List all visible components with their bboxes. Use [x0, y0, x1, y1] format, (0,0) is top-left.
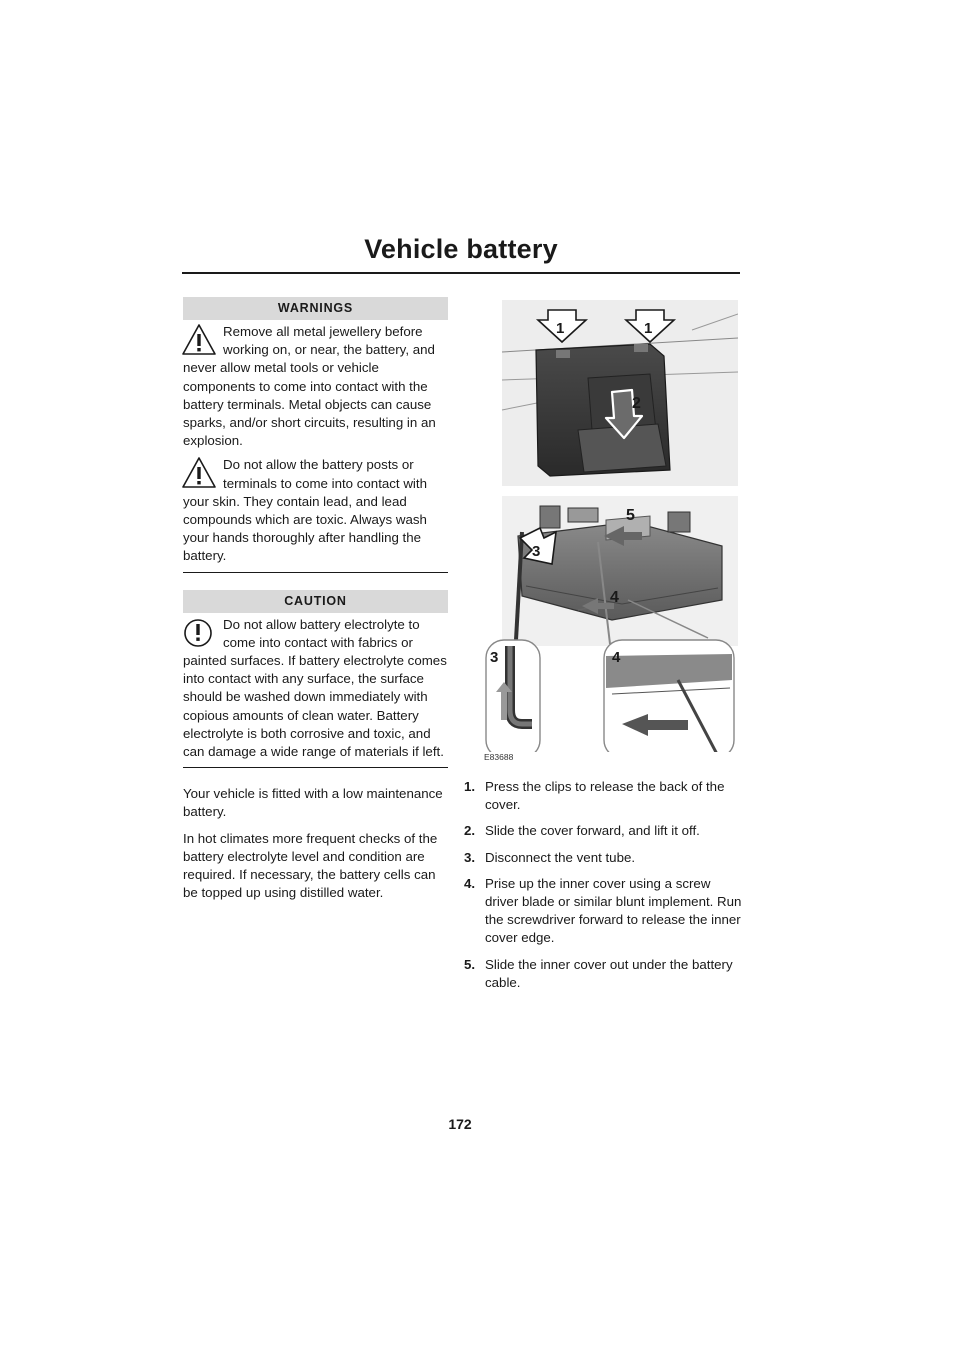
screwdriver-detail [604, 640, 734, 752]
step-text: Prise up the inner cover using a screw driver blade or similar blunt implement. Run the screwdriver forward to release the inner cover edge. [485, 875, 742, 946]
callout-label-3: 3 [532, 543, 541, 560]
cover-view [502, 300, 738, 486]
caution-divider [183, 767, 448, 768]
callout-label-4: 4 [610, 589, 619, 606]
left-column [183, 297, 448, 910]
warning-triangle-icon [181, 456, 217, 490]
battery-cover-illustration [482, 300, 738, 762]
warning-triangle-icon [181, 323, 217, 357]
callout-label-1a: 1 [556, 320, 565, 337]
caution-box [183, 590, 448, 769]
caution-item: Do not allow battery electrolyte to come into contact with fabrics or painted surfaces. If battery electrolyte comes into contact with any surface, the surface should be washed down immediately with copious amounts of clean water. Battery electrolyte is both corrosive and toxic, and can damage a wide range of materials if left. [183, 616, 447, 760]
procedure-steps [464, 778, 744, 1000]
step-number: 2. [464, 823, 476, 839]
callout-label-3-detail: 3 [490, 649, 499, 666]
body-paragraph: In hot climates more frequent checks of the battery electrolyte level and condition are required. If necessary, the battery cells can be topped up using distilled water. [183, 830, 438, 901]
callout-label-4-detail: 4 [612, 649, 621, 666]
callout-label-1b: 1 [644, 320, 653, 337]
step-number: 1. [464, 779, 476, 794]
step-item [464, 849, 744, 867]
warning-item: Do not allow the battery posts or terminals to come into contact with your skin. They contain lead, and lead compounds which are toxic. Always wash your hands thoroughly after handling the battery. [183, 457, 427, 564]
step-item [464, 875, 744, 948]
step-number: 4. [464, 875, 476, 891]
step-number: 5. [464, 956, 476, 972]
step-item [464, 956, 744, 992]
warnings-box [183, 297, 448, 573]
caution-circle-icon [181, 616, 217, 650]
body-paragraph: Your vehicle is fitted with a low maintenance battery. [183, 786, 443, 820]
warning-item: Remove all metal jewellery before working on, or near, the battery, and never allow metal tools or vehicle components to come into contact with the battery terminals. Metal objects can cause sparks, and/or short circuits, resulting in an explosion. [183, 324, 436, 449]
page-number: 172 [448, 1116, 472, 1132]
step-item [464, 822, 744, 840]
callout-label-5: 5 [626, 507, 635, 524]
figure-code: E83688 [484, 752, 514, 762]
step-text: Slide the inner cover out under the battery cable. [485, 956, 733, 990]
step-item [464, 778, 744, 814]
warnings-heading: WARNINGS [183, 297, 448, 320]
battery-view [502, 496, 738, 646]
step-text: Press the clips to release the back of the cover. [485, 779, 725, 813]
callout-label-2: 2 [632, 395, 641, 412]
step-text: Disconnect the vent tube. [485, 849, 636, 865]
warnings-divider [183, 572, 448, 573]
illustration-drawing [482, 300, 738, 752]
page-title: Vehicle battery [364, 234, 558, 264]
title-rule [182, 272, 740, 274]
caution-heading: CAUTION [183, 590, 448, 613]
step-text: Slide the cover forward, and lift it off. [485, 823, 700, 839]
step-number: 3. [464, 849, 476, 865]
